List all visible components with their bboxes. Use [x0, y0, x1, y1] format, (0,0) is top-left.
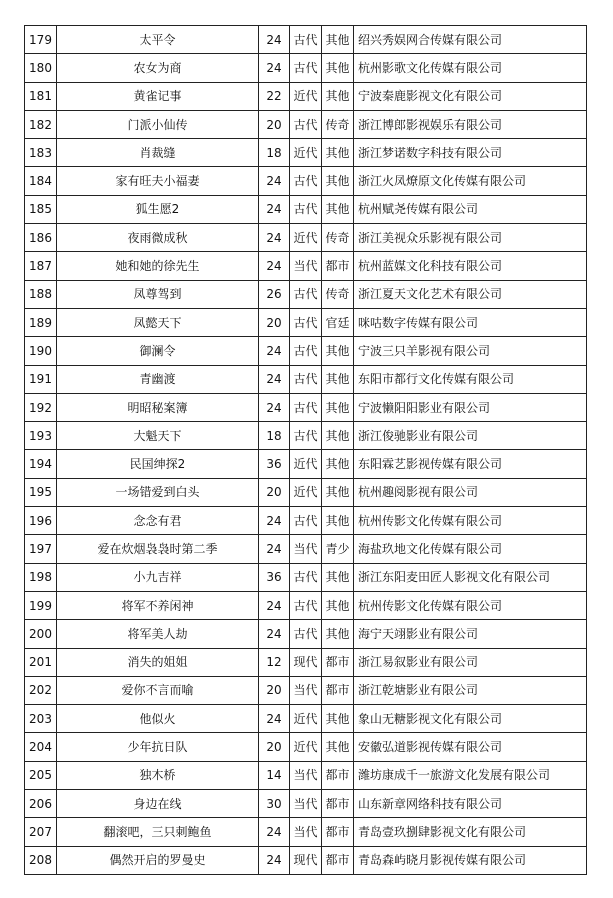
- table-row: [25, 82, 587, 110]
- genre-type: 其他: [322, 620, 354, 648]
- episode-count: 24: [259, 591, 290, 619]
- era-type: 当代: [290, 761, 322, 789]
- genre-type: 其他: [322, 478, 354, 506]
- episode-count: 24: [259, 195, 290, 223]
- era-type: 近代: [290, 705, 322, 733]
- drama-title: 翻滚吧，三只刺鲍鱼: [57, 818, 259, 846]
- drama-roster-table: [24, 25, 587, 875]
- episode-count: 18: [259, 422, 290, 450]
- row-number: 192: [25, 393, 57, 421]
- era-type: 近代: [290, 478, 322, 506]
- drama-title: 夜雨微成秋: [57, 224, 259, 252]
- era-type: 当代: [290, 535, 322, 563]
- drama-title: 少年抗日队: [57, 733, 259, 761]
- production-company: 咪咕数字传媒有限公司: [354, 308, 587, 336]
- genre-type: 其他: [322, 507, 354, 535]
- genre-type: 传奇: [322, 280, 354, 308]
- episode-count: 24: [259, 507, 290, 535]
- table-row: [25, 676, 587, 704]
- drama-title: 肖裁缝: [57, 139, 259, 167]
- era-type: 现代: [290, 846, 322, 874]
- era-type: 当代: [290, 790, 322, 818]
- table-row: [25, 535, 587, 563]
- production-company: 杭州传影文化传媒有限公司: [354, 591, 587, 619]
- era-type: 近代: [290, 224, 322, 252]
- era-type: 古代: [290, 110, 322, 138]
- genre-type: 都市: [322, 846, 354, 874]
- table-row: [25, 54, 587, 82]
- row-number: 196: [25, 507, 57, 535]
- episode-count: 20: [259, 110, 290, 138]
- drama-title: 御澜令: [57, 337, 259, 365]
- genre-type: 都市: [322, 252, 354, 280]
- table-row: [25, 365, 587, 393]
- era-type: 古代: [290, 337, 322, 365]
- row-number: 182: [25, 110, 57, 138]
- era-type: 古代: [290, 195, 322, 223]
- era-type: 古代: [290, 563, 322, 591]
- episode-count: 24: [259, 54, 290, 82]
- table-row: [25, 308, 587, 336]
- genre-type: 青少: [322, 535, 354, 563]
- production-company: 浙江夏天文化艺术有限公司: [354, 280, 587, 308]
- production-company: 杭州蓝媒文化科技有限公司: [354, 252, 587, 280]
- era-type: 古代: [290, 308, 322, 336]
- drama-title: 爱在炊烟袅袅时第二季: [57, 535, 259, 563]
- episode-count: 24: [259, 337, 290, 365]
- drama-title: 爱你不言而喻: [57, 676, 259, 704]
- roster-body: [25, 26, 587, 875]
- episode-count: 24: [259, 535, 290, 563]
- genre-type: 都市: [322, 790, 354, 818]
- drama-title: 明昭秘案簿: [57, 393, 259, 421]
- production-company: 浙江东阳麦田匠人影视文化有限公司: [354, 563, 587, 591]
- era-type: 近代: [290, 733, 322, 761]
- era-type: 古代: [290, 26, 322, 54]
- drama-title: 狐生愿2: [57, 195, 259, 223]
- drama-title: 小九吉祥: [57, 563, 259, 591]
- era-type: 古代: [290, 422, 322, 450]
- era-type: 当代: [290, 818, 322, 846]
- episode-count: 12: [259, 648, 290, 676]
- drama-title: 凤懿天下: [57, 308, 259, 336]
- table-row: [25, 110, 587, 138]
- drama-title: 一场错爱到白头: [57, 478, 259, 506]
- table-row: [25, 280, 587, 308]
- era-type: 古代: [290, 280, 322, 308]
- era-type: 近代: [290, 450, 322, 478]
- row-number: 179: [25, 26, 57, 54]
- episode-count: 20: [259, 733, 290, 761]
- row-number: 201: [25, 648, 57, 676]
- genre-type: 其他: [322, 337, 354, 365]
- row-number: 205: [25, 761, 57, 789]
- production-company: 浙江美视众乐影视有限公司: [354, 224, 587, 252]
- table-row: [25, 422, 587, 450]
- genre-type: 其他: [322, 705, 354, 733]
- row-number: 183: [25, 139, 57, 167]
- drama-title: 独木桥: [57, 761, 259, 789]
- episode-count: 24: [259, 365, 290, 393]
- table-row: [25, 761, 587, 789]
- genre-type: 其他: [322, 733, 354, 761]
- table-row: [25, 620, 587, 648]
- episode-count: 18: [259, 139, 290, 167]
- table-row: [25, 195, 587, 223]
- drama-title: 凤尊驾到: [57, 280, 259, 308]
- drama-title: 农女为商: [57, 54, 259, 82]
- episode-count: 24: [259, 26, 290, 54]
- production-company: 杭州趣阅影视有限公司: [354, 478, 587, 506]
- genre-type: 其他: [322, 195, 354, 223]
- production-company: 东阳霖艺影视传媒有限公司: [354, 450, 587, 478]
- row-number: 185: [25, 195, 57, 223]
- drama-title: 黄雀记事: [57, 82, 259, 110]
- row-number: 199: [25, 591, 57, 619]
- production-company: 浙江易叙影业有限公司: [354, 648, 587, 676]
- row-number: 184: [25, 167, 57, 195]
- production-company: 杭州赋尧传媒有限公司: [354, 195, 587, 223]
- episode-count: 14: [259, 761, 290, 789]
- row-number: 187: [25, 252, 57, 280]
- production-company: 山东新章网络科技有限公司: [354, 790, 587, 818]
- table-row: [25, 507, 587, 535]
- episode-count: 24: [259, 846, 290, 874]
- row-number: 203: [25, 705, 57, 733]
- episode-count: 24: [259, 818, 290, 846]
- production-company: 杭州传影文化传媒有限公司: [354, 507, 587, 535]
- era-type: 古代: [290, 54, 322, 82]
- genre-type: 其他: [322, 54, 354, 82]
- row-number: 198: [25, 563, 57, 591]
- production-company: 宁波秦鹿影视文化有限公司: [354, 82, 587, 110]
- genre-type: 其他: [322, 591, 354, 619]
- drama-title: 青幽渡: [57, 365, 259, 393]
- drama-title: 民国绅探2: [57, 450, 259, 478]
- table-row: [25, 393, 587, 421]
- production-company: 浙江火凤燎原文化传媒有限公司: [354, 167, 587, 195]
- episode-count: 24: [259, 393, 290, 421]
- era-type: 古代: [290, 167, 322, 195]
- row-number: 188: [25, 280, 57, 308]
- table-row: [25, 705, 587, 733]
- row-number: 189: [25, 308, 57, 336]
- production-company: 青岛森屿晓月影视传媒有限公司: [354, 846, 587, 874]
- drama-title: 消失的姐姐: [57, 648, 259, 676]
- era-type: 古代: [290, 393, 322, 421]
- production-company: 浙江博郎影视娱乐有限公司: [354, 110, 587, 138]
- production-company: 海宁天翊影业有限公司: [354, 620, 587, 648]
- row-number: 204: [25, 733, 57, 761]
- era-type: 现代: [290, 648, 322, 676]
- drama-title: 将军不养闲神: [57, 591, 259, 619]
- episode-count: 24: [259, 252, 290, 280]
- episode-count: 26: [259, 280, 290, 308]
- production-company: 东阳市都行文化传媒有限公司: [354, 365, 587, 393]
- table-row: [25, 790, 587, 818]
- production-company: 浙江梦诺数字科技有限公司: [354, 139, 587, 167]
- table-row: [25, 591, 587, 619]
- production-company: 绍兴秀娱网合传媒有限公司: [354, 26, 587, 54]
- genre-type: 其他: [322, 422, 354, 450]
- table-row: [25, 167, 587, 195]
- era-type: 当代: [290, 676, 322, 704]
- row-number: 207: [25, 818, 57, 846]
- episode-count: 24: [259, 705, 290, 733]
- episode-count: 24: [259, 620, 290, 648]
- row-number: 190: [25, 337, 57, 365]
- drama-title: 念念有君: [57, 507, 259, 535]
- genre-type: 都市: [322, 818, 354, 846]
- drama-title: 门派小仙传: [57, 110, 259, 138]
- episode-count: 24: [259, 224, 290, 252]
- row-number: 194: [25, 450, 57, 478]
- era-type: 古代: [290, 365, 322, 393]
- episode-count: 20: [259, 478, 290, 506]
- production-company: 浙江乾塘影业有限公司: [354, 676, 587, 704]
- production-company: 宁波三只羊影视有限公司: [354, 337, 587, 365]
- genre-type: 其他: [322, 167, 354, 195]
- table-row: [25, 450, 587, 478]
- row-number: 191: [25, 365, 57, 393]
- table-row: [25, 224, 587, 252]
- genre-type: 其他: [322, 450, 354, 478]
- drama-title: 家有旺夫小福妻: [57, 167, 259, 195]
- table-row: [25, 252, 587, 280]
- production-company: 海盐玖地文化传媒有限公司: [354, 535, 587, 563]
- era-type: 古代: [290, 591, 322, 619]
- genre-type: 都市: [322, 761, 354, 789]
- table-row: [25, 733, 587, 761]
- table-row: [25, 818, 587, 846]
- episode-count: 36: [259, 450, 290, 478]
- era-type: 古代: [290, 507, 322, 535]
- production-company: 青岛壹玖捌肆影视文化有限公司: [354, 818, 587, 846]
- episode-count: 24: [259, 167, 290, 195]
- genre-type: 官廷: [322, 308, 354, 336]
- genre-type: 其他: [322, 82, 354, 110]
- genre-type: 都市: [322, 676, 354, 704]
- table-row: [25, 139, 587, 167]
- row-number: 202: [25, 676, 57, 704]
- genre-type: 传奇: [322, 224, 354, 252]
- genre-type: 其他: [322, 26, 354, 54]
- drama-title: 他似火: [57, 705, 259, 733]
- production-company: 象山无糖影视文化有限公司: [354, 705, 587, 733]
- episode-count: 22: [259, 82, 290, 110]
- drama-title: 偶然开启的罗曼史: [57, 846, 259, 874]
- production-company: 宁波懒阳阳影业有限公司: [354, 393, 587, 421]
- drama-title: 身边在线: [57, 790, 259, 818]
- row-number: 181: [25, 82, 57, 110]
- drama-title: 大魁天下: [57, 422, 259, 450]
- production-company: 浙江俊驰影业有限公司: [354, 422, 587, 450]
- row-number: 180: [25, 54, 57, 82]
- production-company: 杭州影歌文化传媒有限公司: [354, 54, 587, 82]
- row-number: 197: [25, 535, 57, 563]
- table-row: [25, 478, 587, 506]
- table-row: [25, 563, 587, 591]
- genre-type: 其他: [322, 365, 354, 393]
- episode-count: 20: [259, 676, 290, 704]
- drama-title: 将军美人劫: [57, 620, 259, 648]
- row-number: 186: [25, 224, 57, 252]
- row-number: 200: [25, 620, 57, 648]
- table-row: [25, 648, 587, 676]
- episode-count: 30: [259, 790, 290, 818]
- genre-type: 传奇: [322, 110, 354, 138]
- genre-type: 都市: [322, 648, 354, 676]
- table-row: [25, 337, 587, 365]
- row-number: 208: [25, 846, 57, 874]
- row-number: 193: [25, 422, 57, 450]
- drama-title: 她和她的徐先生: [57, 252, 259, 280]
- era-type: 古代: [290, 620, 322, 648]
- episode-count: 20: [259, 308, 290, 336]
- genre-type: 其他: [322, 393, 354, 421]
- episode-count: 36: [259, 563, 290, 591]
- era-type: 当代: [290, 252, 322, 280]
- production-company: 潍坊康成千一旅游文化发展有限公司: [354, 761, 587, 789]
- row-number: 206: [25, 790, 57, 818]
- era-type: 近代: [290, 82, 322, 110]
- drama-title: 太平令: [57, 26, 259, 54]
- production-company: 安徽弘道影视传媒有限公司: [354, 733, 587, 761]
- genre-type: 其他: [322, 139, 354, 167]
- genre-type: 其他: [322, 563, 354, 591]
- table-row: [25, 846, 587, 874]
- row-number: 195: [25, 478, 57, 506]
- table-row: [25, 26, 587, 54]
- era-type: 近代: [290, 139, 322, 167]
